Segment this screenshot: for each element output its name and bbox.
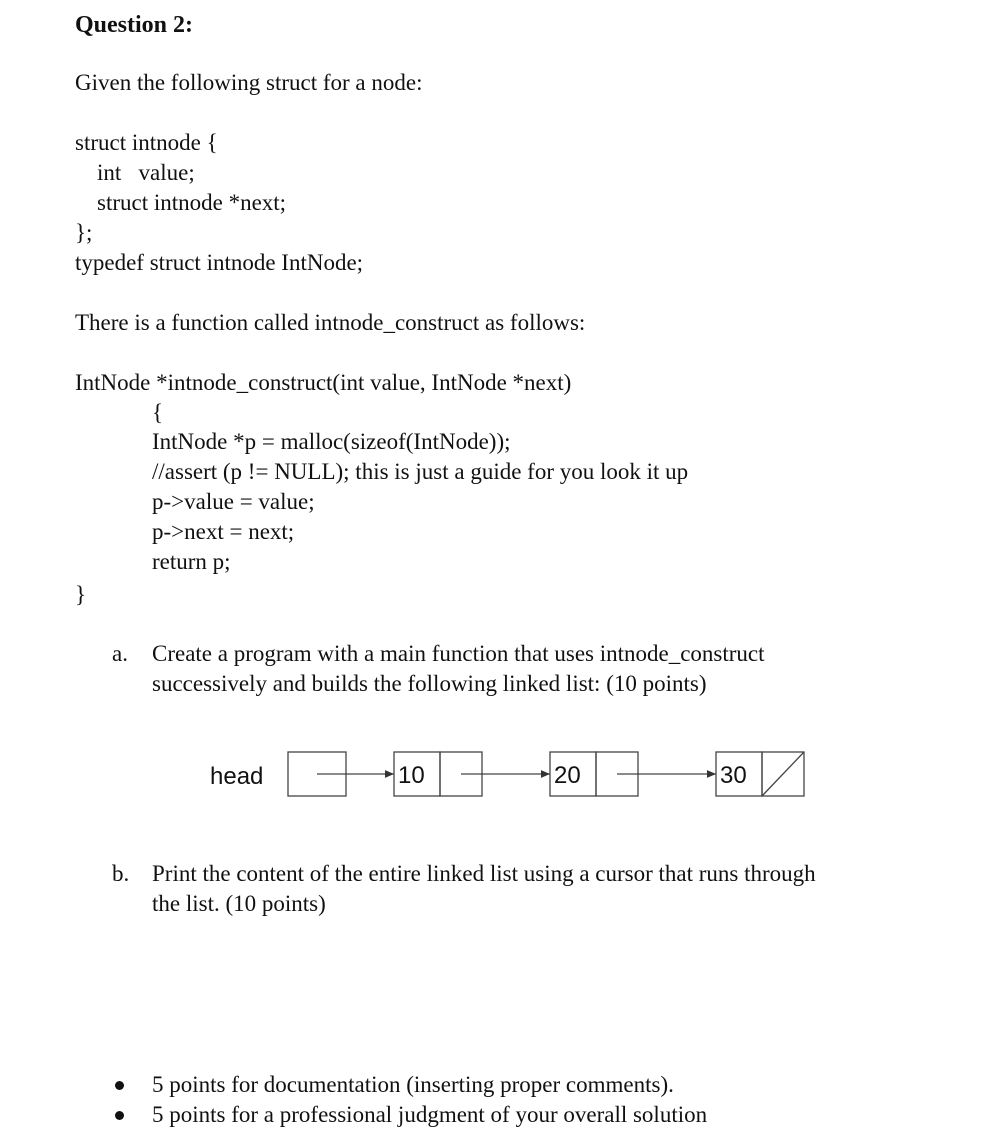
node-3-value: 30 <box>720 762 747 789</box>
question-title: Question 2: <box>75 12 194 38</box>
code-line: typedef struct intnode IntNode; <box>75 250 364 275</box>
grading-item: 5 points for documentation (inserting proper comments). <box>152 1072 674 1097</box>
bullet-icon <box>115 1111 124 1120</box>
linked-list-svg <box>180 728 860 828</box>
function-signature: IntNode *intnode_construct(int value, IntNode *next) <box>75 370 572 395</box>
function-intro-text: There is a function called intnode_construct as follows: <box>75 310 586 335</box>
part-marker: a. <box>112 641 128 666</box>
part-text: successively and builds the following linked list: (10 points) <box>152 671 707 696</box>
head-label: head <box>210 763 264 790</box>
linked-list-diagram <box>180 728 860 828</box>
open-brace: { <box>152 400 164 425</box>
code-line: }; <box>75 220 93 245</box>
code-line: struct intnode *next; <box>97 190 287 215</box>
grading-item: 5 points for a professional judgment of your overall solution <box>152 1102 708 1127</box>
part-text: Print the content of the entire linked list using a cursor that runs through <box>152 861 816 886</box>
bullet-icon <box>115 1081 124 1090</box>
code-line: int value; <box>97 160 195 185</box>
node-2-value: 20 <box>554 762 581 789</box>
code-line: p->value = value; <box>152 489 315 514</box>
part-marker: b. <box>112 861 130 886</box>
part-text: Create a program with a main function that uses intnode_construct <box>152 641 765 666</box>
node-1-value: 10 <box>398 762 425 789</box>
part-text: the list. (10 points) <box>152 891 326 916</box>
code-line: struct intnode { <box>75 130 218 155</box>
close-brace: } <box>75 582 87 607</box>
code-line: p->next = next; <box>152 519 295 544</box>
intro-text: Given the following struct for a node: <box>75 70 423 95</box>
code-line: //assert (p != NULL); this is just a guide for you look it up <box>152 459 689 484</box>
null-slash <box>762 752 804 796</box>
code-line: IntNode *p = malloc(sizeof(IntNode)); <box>152 429 511 454</box>
code-line: return p; <box>152 549 231 574</box>
